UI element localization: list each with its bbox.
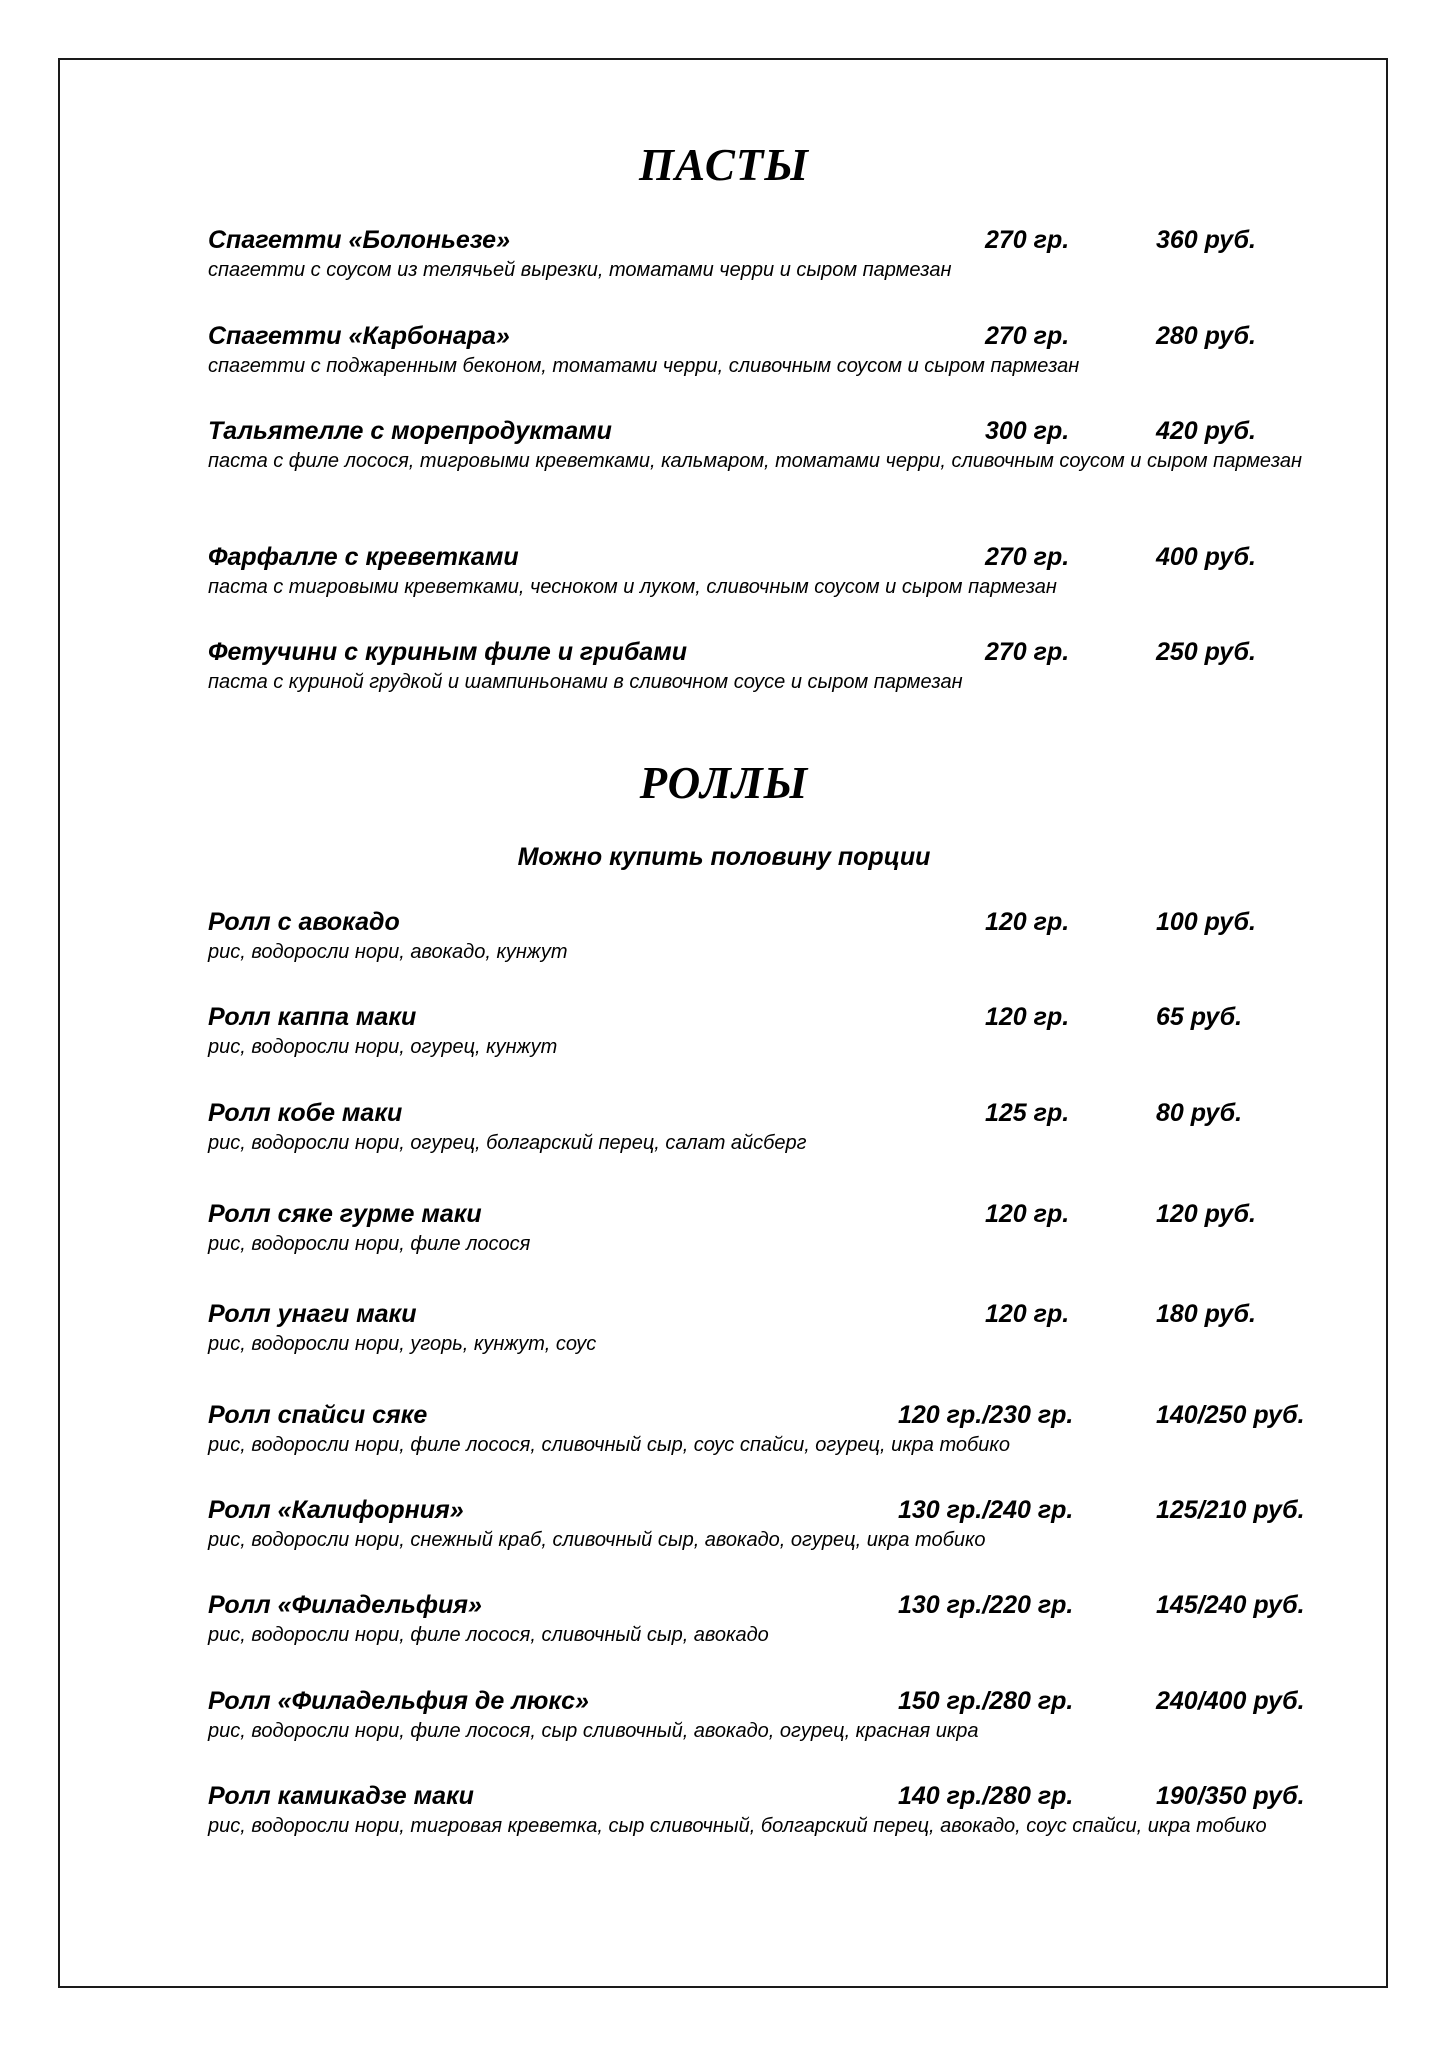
- item-price: 140/250 руб.: [1156, 1401, 1305, 1429]
- item-description: рис, водоросли нори, филе лосося, сливочный сыр, соус спайси, огурец, икра тобико: [208, 1434, 1010, 1456]
- item-price: 190/350 руб.: [1156, 1782, 1305, 1810]
- item-weight: 125 гр.: [985, 1099, 1070, 1127]
- item-weight: 120 гр./230 гр.: [898, 1401, 1074, 1429]
- item-price: 280 руб.: [1156, 322, 1256, 350]
- item-price: 420 руб.: [1156, 417, 1256, 445]
- item-price: 180 руб.: [1156, 1300, 1256, 1328]
- item-weight: 270 гр.: [985, 638, 1070, 666]
- item-name: Ролл кобе маки: [208, 1099, 403, 1127]
- menu-item: [208, 906, 1338, 967]
- item-description: рис, водоросли нори, филе лосося, сыр сливочный, авокадо, огурец, красная икра: [208, 1720, 979, 1742]
- item-description: рис, водоросли нори, филе лосося, сливочный сыр, авокадо: [208, 1624, 769, 1646]
- menu-item: [208, 1298, 1338, 1359]
- item-weight: 120 гр.: [985, 1003, 1070, 1031]
- item-weight: 120 гр.: [985, 1300, 1070, 1328]
- item-name: Ролл сяке гурме маки: [208, 1200, 482, 1228]
- item-name: Фетучини с куриным филе и грибами: [208, 638, 687, 666]
- menu-item: [208, 224, 1338, 285]
- item-weight: 300 гр.: [985, 417, 1070, 445]
- item-price: 120 руб.: [1156, 1200, 1256, 1228]
- menu-item: [208, 1097, 1338, 1158]
- item-description: рис, водоросли нори, огурец, болгарский перец, салат айсберг: [208, 1132, 807, 1154]
- menu-item: [208, 1494, 1338, 1555]
- item-description: рис, водоросли нори, авокадо, кунжут: [208, 941, 568, 963]
- item-description: рис, водоросли нори, огурец, кунжут: [208, 1036, 558, 1058]
- item-name: Ролл каппа маки: [208, 1003, 417, 1031]
- item-price: 240/400 руб.: [1156, 1687, 1305, 1715]
- item-description: рис, водоросли нори, филе лосося: [208, 1233, 531, 1255]
- menu-item: [208, 636, 1338, 697]
- section-title-pastas: ПАСТЫ: [638, 140, 809, 190]
- menu-item: [208, 1198, 1338, 1259]
- item-description: спагетти с соусом из телячьей вырезки, томатами черри и сыром пармезан: [208, 259, 952, 281]
- item-price: 400 руб.: [1156, 543, 1256, 571]
- item-price: 100 руб.: [1156, 908, 1256, 936]
- item-name: Ролл камикадзе маки: [208, 1782, 474, 1810]
- menu-item: [208, 1001, 1338, 1062]
- item-name: Ролл спайси сяке: [208, 1401, 428, 1429]
- item-description: рис, водоросли нори, угорь, кунжут, соус: [208, 1333, 597, 1355]
- item-price: 65 руб.: [1156, 1003, 1243, 1031]
- section-title-rolls: РОЛЛЫ: [639, 758, 809, 808]
- item-price: 250 руб.: [1156, 638, 1256, 666]
- item-name: Ролл с авокадо: [208, 908, 400, 936]
- item-weight: 270 гр.: [985, 543, 1070, 571]
- item-weight: 130 гр./220 гр.: [898, 1591, 1074, 1619]
- rolls-subtitle: Можно купить половину порции: [517, 843, 931, 871]
- menu-item: [208, 541, 1338, 602]
- item-weight: 270 гр.: [985, 226, 1070, 254]
- item-name: Ролл «Калифорния»: [208, 1496, 464, 1524]
- menu-item: [208, 1589, 1338, 1650]
- item-weight: 120 гр.: [985, 908, 1070, 936]
- item-name: Ролл «Филадельфия»: [208, 1591, 482, 1619]
- item-weight: 130 гр./240 гр.: [898, 1496, 1074, 1524]
- item-description: паста с филе лосося, тигровыми креветками, кальмаром, томатами черри, сливочным соусом и сыром пармезан: [208, 450, 1303, 472]
- item-price: 360 руб.: [1156, 226, 1256, 254]
- item-weight: 270 гр.: [985, 322, 1070, 350]
- menu-item: [208, 415, 1338, 476]
- item-description: рис, водоросли нори, снежный краб, сливочный сыр, авокадо, огурец, икра тобико: [208, 1529, 986, 1551]
- item-weight: 140 гр./280 гр.: [898, 1782, 1074, 1810]
- item-description: паста с тигровыми креветками, чесноком и луком, сливочным соусом и сыром пармезан: [208, 576, 1057, 598]
- item-name: Ролл «Филадельфия де люкс»: [208, 1687, 589, 1715]
- item-description: спагетти с поджаренным беконом, томатами черри, сливочным соусом и сыром пармезан: [208, 355, 1080, 377]
- item-description: рис, водоросли нори, тигровая креветка, сыр сливочный, болгарский перец, авокадо, соус спайси, икра тобико: [208, 1815, 1267, 1837]
- menu-item: [208, 1685, 1338, 1746]
- item-price: 80 руб.: [1156, 1099, 1243, 1127]
- item-name: Спагетти «Болоньезе»: [208, 226, 510, 254]
- item-weight: 150 гр./280 гр.: [898, 1687, 1074, 1715]
- item-name: Спагетти «Карбонара»: [208, 322, 510, 350]
- menu-item: [208, 320, 1338, 381]
- item-description: паста с куриной грудкой и шампиньонами в сливочном соусе и сыром пармезан: [208, 671, 963, 693]
- item-name: Тальятелле с морепродуктами: [208, 417, 612, 445]
- item-price: 125/210 руб.: [1156, 1496, 1305, 1524]
- item-weight: 120 гр.: [985, 1200, 1070, 1228]
- item-name: Ролл унаги маки: [208, 1300, 417, 1328]
- item-name: Фарфалле с креветками: [208, 543, 519, 571]
- menu-item: [208, 1399, 1338, 1460]
- item-price: 145/240 руб.: [1156, 1591, 1305, 1619]
- menu-item: [208, 1780, 1338, 1841]
